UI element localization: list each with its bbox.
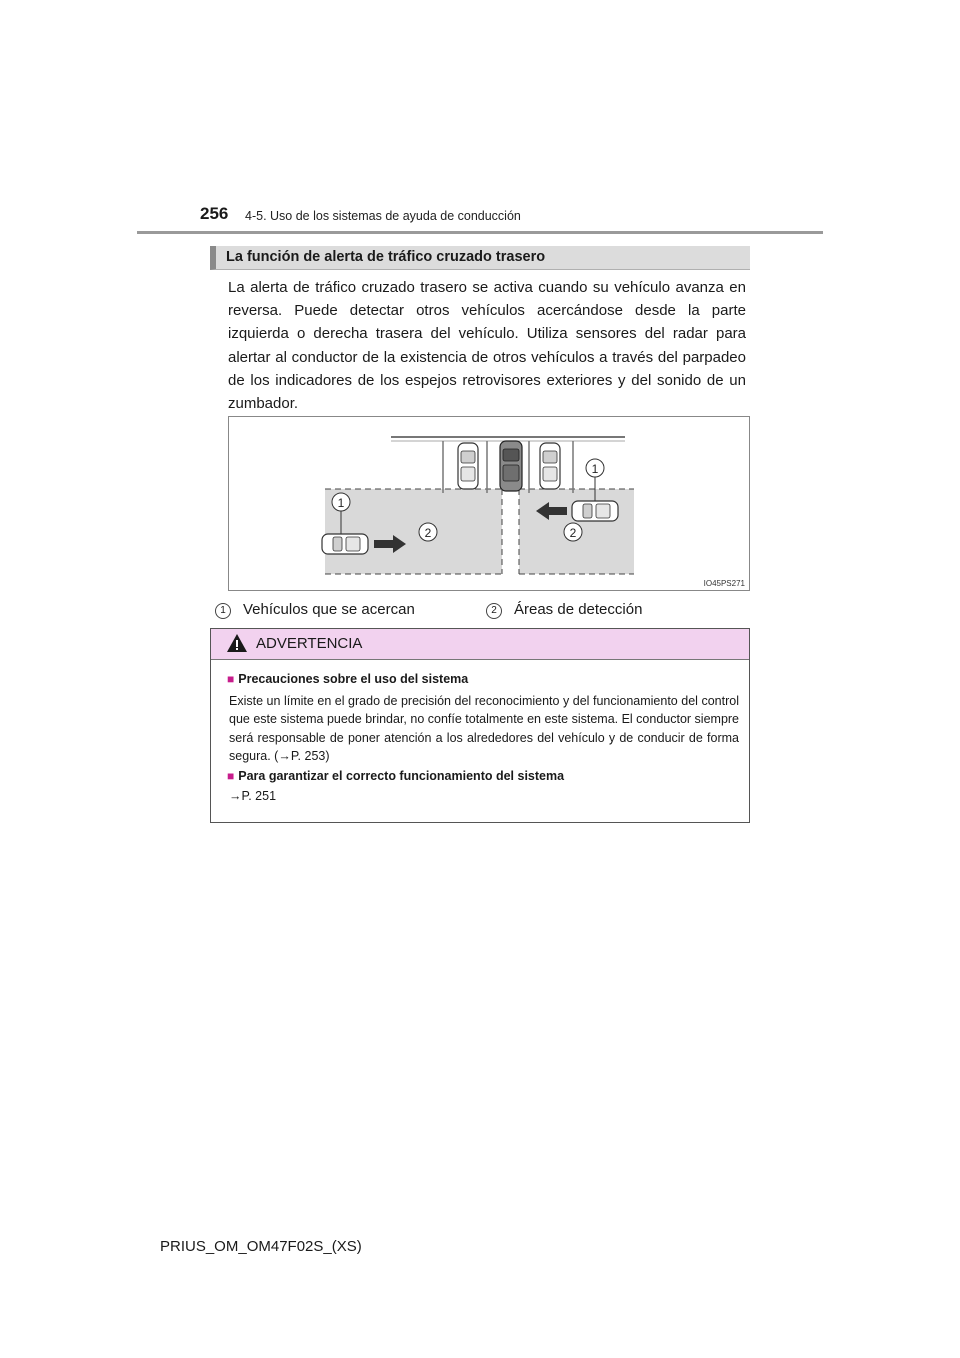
callout-1-right: 1	[591, 462, 599, 476]
header-rule	[137, 231, 823, 234]
legend-label: Vehículos que se acercan	[243, 601, 415, 618]
warning-label: ADVERTENCIA	[256, 635, 363, 652]
intro-paragraph: La alerta de tráfico cruzado trasero se activa cuando su vehículo avanza en reversa. Puede detectar otros vehículos acercándose desde la parte izquierda o derecha trasera del vehículo. Utiliza sensores del radar para alertar al conductor de la existencia de otros vehículos a través del parpadeo de los indicadores de los espejos retrovisores exteriores y del sonido de un zumbador.	[228, 279, 746, 413]
warning-header	[211, 629, 749, 660]
legend-number: 2	[486, 603, 502, 619]
topic-title: La función de alerta de tráfico cruzado trasero	[226, 249, 546, 265]
square-bullet-icon: ■	[227, 769, 235, 783]
warning-box	[210, 628, 750, 823]
legend-number: 1	[215, 603, 231, 619]
footer-code: PRIUS_OM_OM47F02S_(XS)	[160, 1238, 362, 1255]
callout-2-right: 2	[569, 526, 577, 540]
callout-1-left: 1	[337, 496, 345, 510]
section-header: 4-5. Uso de los sistemas de ayuda de conducción	[245, 209, 521, 223]
warning-item-title: ■ Para garantizar el correcto funcionamiento del sistema	[227, 769, 565, 783]
legend-item-approaching	[215, 601, 415, 619]
parking-illustration	[229, 417, 751, 592]
legend-label: Áreas de detección	[514, 601, 643, 618]
callout-2-left: 2	[424, 526, 432, 540]
warning-item-body: Existe un límite en el grado de precisión del reconocimiento y del funcionamiento del control que este sistema puede brindar, no confíe totalmente en este sistema. El conductor siempre será responsable de poner atención a los alrededores del vehículo y de conducir de forma segura. (→P. 253)	[229, 694, 740, 763]
warning-page-reference: →P. 251	[229, 789, 277, 803]
warning-triangle-icon	[226, 633, 248, 653]
topic-title-bar	[210, 246, 750, 270]
warning-item-title: ■ Precauciones sobre el uso del sistema	[227, 672, 469, 686]
figure-code: IO45PS271	[703, 579, 745, 588]
page-number: 256	[200, 204, 229, 223]
square-bullet-icon: ■	[227, 672, 235, 686]
detection-area-left	[325, 489, 502, 574]
detection-diagram	[228, 416, 750, 591]
legend-item-areas	[486, 601, 642, 619]
